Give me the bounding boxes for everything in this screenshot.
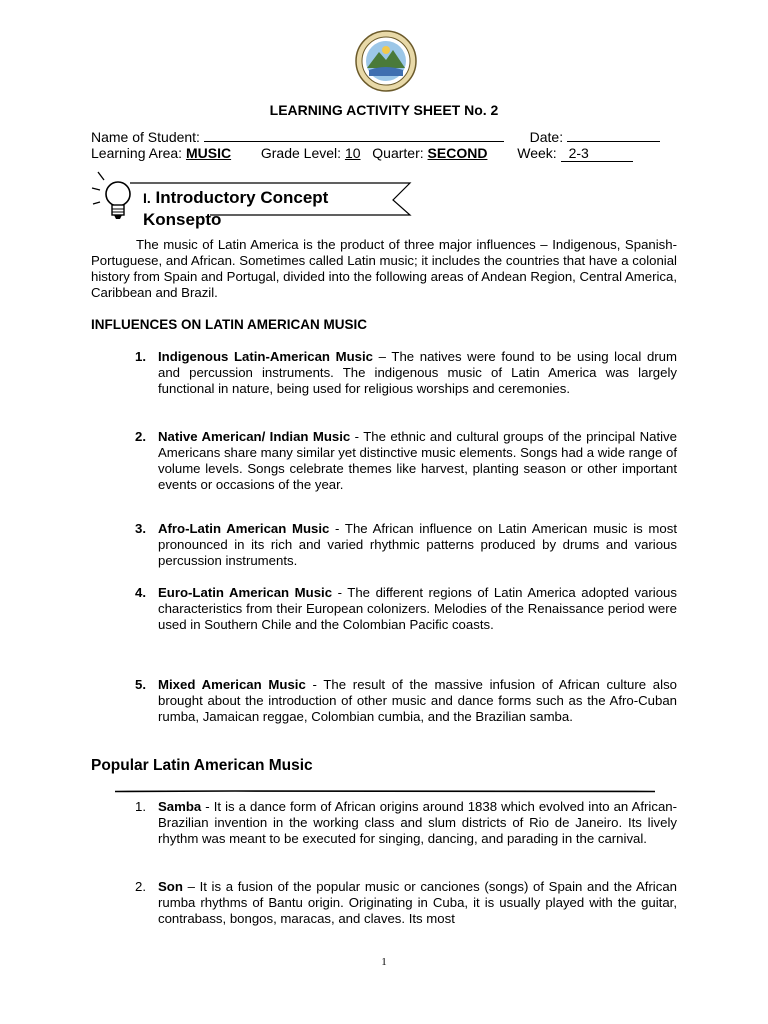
week-value: 2-3 bbox=[561, 145, 633, 162]
grade-label: Grade Level: bbox=[260, 145, 342, 161]
item-text: – The natives were found to be using local drum and percussion instruments. The indigenous music of Latin America was largely functional in nature, being used for religious worships and ceremonies. bbox=[158, 349, 677, 396]
section-title-text: Introductory Concept bbox=[155, 188, 329, 207]
name-field[interactable] bbox=[204, 128, 504, 142]
deped-seal-logo bbox=[355, 30, 417, 92]
item-term: Mixed American Music bbox=[158, 677, 306, 692]
student-info-row bbox=[91, 128, 660, 145]
item-term: Indigenous Latin-American Music bbox=[158, 349, 373, 364]
item-number: 1. bbox=[135, 799, 146, 814]
intro-paragraph: The music of Latin America is the product of three major influences – Indigenous, Spanish-Portuguese, and African. Sometimes called Latin music; it includes the countries that have a colonial history from Spain and Portugal, divided into the following areas of Andean Region, Central America, Caribbean and Brazil. bbox=[91, 237, 677, 300]
influence-item bbox=[135, 585, 677, 633]
item-number: 3. bbox=[135, 521, 146, 536]
item-text: - The African influence on Latin American music is most pronounced in its rich and varied rhythmic patterns produced by drums and various percussion instruments. bbox=[158, 521, 677, 568]
popular-heading: Popular Latin American Music bbox=[91, 757, 313, 774]
grade-value: 10 bbox=[344, 145, 361, 161]
item-term: Samba bbox=[158, 799, 202, 814]
section-subtitle: Konsepto bbox=[143, 210, 222, 229]
item-number: 2. bbox=[135, 429, 146, 444]
item-text: – It is a fusion of the popular music or canciones (songs) of Spain and the African rumba rhythms of Bantu origin. Originating in Cuba, it is usually played with the guitar, contrabass, bongos, maracas, and claves. Its most bbox=[158, 879, 677, 926]
section-title bbox=[143, 188, 328, 208]
item-text: - The ethnic and cultural groups of the principal Native Americans share many similar yet distinctive music elements. Songs had a wide range of volume levels. Songs celebrate themes like harvest, planting season or other important events or occasions of the year. bbox=[158, 429, 677, 492]
item-number: 2. bbox=[135, 879, 146, 894]
date-label: Date: bbox=[529, 129, 564, 145]
item-text: - The result of the massive infusion of African culture also brought about the introduction of other music and dance forms such as the Afro-Cuban rumba, Jamaican reggae, Colombian cumbia, and the Brazilian samba. bbox=[158, 677, 677, 724]
influence-item bbox=[135, 521, 677, 569]
sheet-title: LEARNING ACTIVITY SHEET No. 2 bbox=[269, 102, 499, 118]
name-label: Name of Student: bbox=[91, 129, 200, 145]
popular-item bbox=[135, 879, 677, 927]
page-number: 1 bbox=[381, 956, 387, 968]
week-label: Week: bbox=[517, 145, 557, 161]
learning-area-label: Learning Area: bbox=[91, 145, 183, 161]
influence-item bbox=[135, 677, 677, 725]
item-term: Native American/ Indian Music bbox=[158, 429, 351, 444]
section-divider bbox=[115, 790, 655, 793]
item-text: - The different regions of Latin America adopted various characteristics from their European colonizers. Melodies of the Renaissance period were used in Southern Chile and the Colombian Pacific coasts. bbox=[158, 585, 677, 632]
item-term: Son bbox=[158, 879, 183, 894]
section-numeral: I. bbox=[143, 190, 151, 206]
quarter-label: Quarter: bbox=[372, 145, 424, 161]
learning-info-row bbox=[91, 145, 633, 162]
date-field[interactable] bbox=[567, 128, 660, 142]
influences-heading: INFLUENCES ON LATIN AMERICAN MUSIC bbox=[91, 317, 367, 332]
learning-area-value: MUSIC bbox=[185, 145, 232, 161]
popular-item bbox=[135, 799, 677, 847]
influence-item bbox=[135, 429, 677, 493]
influence-item bbox=[135, 349, 677, 397]
item-number: 4. bbox=[135, 585, 146, 600]
item-term: Euro-Latin American Music bbox=[158, 585, 333, 600]
item-term: Afro-Latin American Music bbox=[158, 521, 330, 536]
quarter-value: SECOND bbox=[427, 145, 488, 161]
item-number: 5. bbox=[135, 677, 146, 692]
lightbulb-icon bbox=[92, 172, 130, 219]
item-text: - It is a dance form of African origins around 1838 which evolved into an African-Brazilian invention in the working class and slum districts of Rio de Janeiro. Its lively rhythm was meant to be executed for singing, dancing, and parading in the carnival. bbox=[158, 799, 677, 846]
item-number: 1. bbox=[135, 349, 146, 364]
